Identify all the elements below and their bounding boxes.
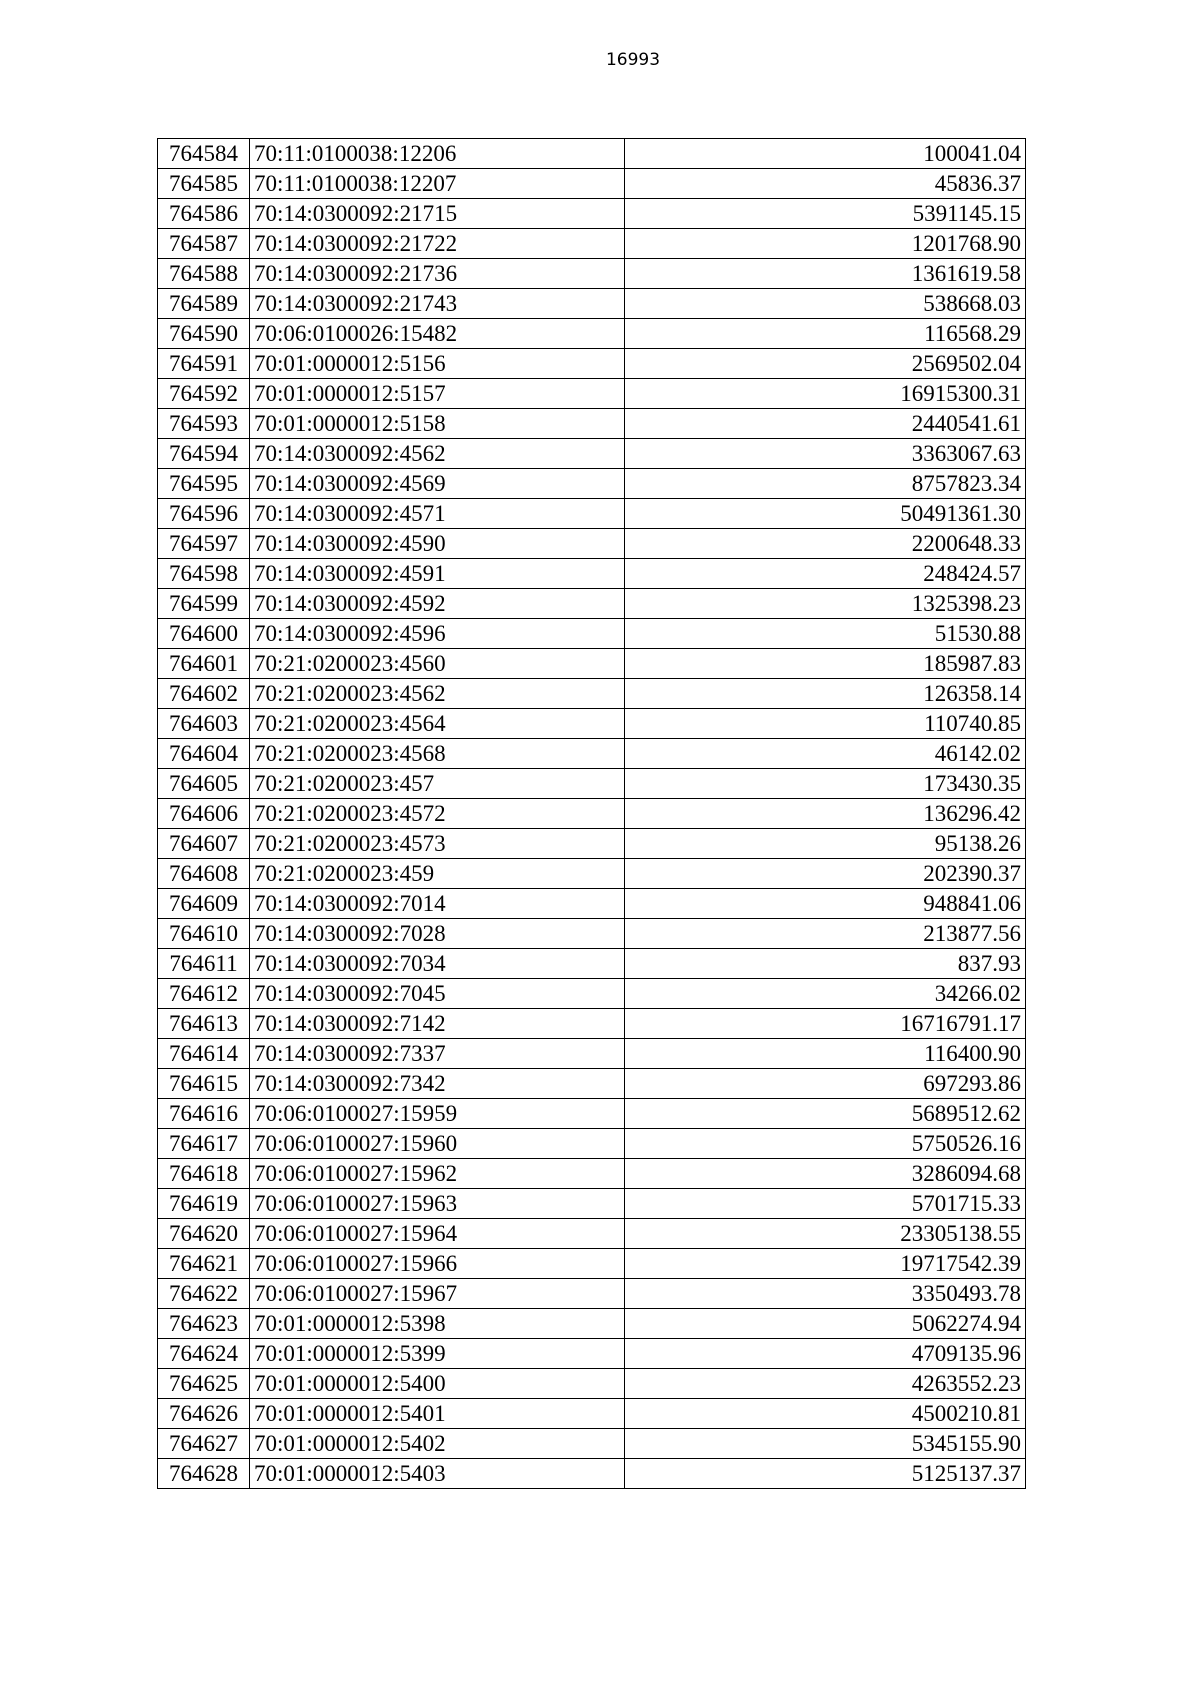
cadastral-number-cell: 70:06:0100027:15960 <box>250 1129 625 1159</box>
table-row <box>158 769 1026 799</box>
row-number-cell: 764585 <box>158 169 250 199</box>
row-number-cell: 764624 <box>158 1339 250 1369</box>
row-number-cell: 764589 <box>158 289 250 319</box>
table-row <box>158 1099 1026 1129</box>
row-number-cell: 764608 <box>158 859 250 889</box>
cadastral-number-cell: 70:14:0300092:4562 <box>250 439 625 469</box>
cadastral-number-cell: 70:14:0300092:7034 <box>250 949 625 979</box>
row-number-cell: 764618 <box>158 1159 250 1189</box>
value-cell: 5125137.37 <box>625 1459 1026 1489</box>
cadastral-number-cell: 70:14:0300092:21743 <box>250 289 625 319</box>
table-row <box>158 499 1026 529</box>
row-number-cell: 764588 <box>158 259 250 289</box>
cadastral-number-cell: 70:11:0100038:12207 <box>250 169 625 199</box>
cadastral-number-cell: 70:21:0200023:4564 <box>250 709 625 739</box>
value-cell: 45836.37 <box>625 169 1026 199</box>
table-row <box>158 619 1026 649</box>
row-number-cell: 764610 <box>158 919 250 949</box>
cadastral-number-cell: 70:01:0000012:5156 <box>250 349 625 379</box>
value-cell: 5701715.33 <box>625 1189 1026 1219</box>
cadastral-number-cell: 70:14:0300092:4590 <box>250 529 625 559</box>
value-cell: 116400.90 <box>625 1039 1026 1069</box>
value-cell: 116568.29 <box>625 319 1026 349</box>
row-number-cell: 764584 <box>158 139 250 169</box>
data-table <box>157 138 1026 1489</box>
row-number-cell: 764626 <box>158 1399 250 1429</box>
table-row <box>158 679 1026 709</box>
table-row <box>158 169 1026 199</box>
cadastral-number-cell: 70:06:0100027:15959 <box>250 1099 625 1129</box>
cadastral-number-cell: 70:14:0300092:4571 <box>250 499 625 529</box>
cadastral-number-cell: 70:06:0100027:15963 <box>250 1189 625 1219</box>
cadastral-number-cell: 70:21:0200023:4560 <box>250 649 625 679</box>
row-number-cell: 764612 <box>158 979 250 1009</box>
cadastral-number-cell: 70:21:0200023:459 <box>250 859 625 889</box>
value-cell: 100041.04 <box>625 139 1026 169</box>
row-number-cell: 764625 <box>158 1369 250 1399</box>
table-row <box>158 1429 1026 1459</box>
cadastral-number-cell: 70:11:0100038:12206 <box>250 139 625 169</box>
table-row <box>158 1039 1026 1069</box>
value-cell: 697293.86 <box>625 1069 1026 1099</box>
cadastral-number-cell: 70:14:0300092:21715 <box>250 199 625 229</box>
cadastral-number-cell: 70:06:0100027:15964 <box>250 1219 625 1249</box>
row-number-cell: 764607 <box>158 829 250 859</box>
cadastral-number-cell: 70:14:0300092:4569 <box>250 469 625 499</box>
row-number-cell: 764590 <box>158 319 250 349</box>
value-cell: 136296.42 <box>625 799 1026 829</box>
value-cell: 8757823.34 <box>625 469 1026 499</box>
row-number-cell: 764627 <box>158 1429 250 1459</box>
table-row <box>158 1129 1026 1159</box>
cadastral-number-cell: 70:14:0300092:7014 <box>250 889 625 919</box>
row-number-cell: 764606 <box>158 799 250 829</box>
value-cell: 837.93 <box>625 949 1026 979</box>
table-row <box>158 739 1026 769</box>
row-number-cell: 764619 <box>158 1189 250 1219</box>
row-number-cell: 764614 <box>158 1039 250 1069</box>
table-row <box>158 1309 1026 1339</box>
cadastral-number-cell: 70:06:0100026:15482 <box>250 319 625 349</box>
table-row <box>158 1339 1026 1369</box>
table-row <box>158 649 1026 679</box>
row-number-cell: 764591 <box>158 349 250 379</box>
cadastral-number-cell: 70:14:0300092:4591 <box>250 559 625 589</box>
row-number-cell: 764593 <box>158 409 250 439</box>
row-number-cell: 764596 <box>158 499 250 529</box>
table-row <box>158 1009 1026 1039</box>
table-row <box>158 229 1026 259</box>
value-cell: 95138.26 <box>625 829 1026 859</box>
row-number-cell: 764603 <box>158 709 250 739</box>
value-cell: 3363067.63 <box>625 439 1026 469</box>
table-row <box>158 559 1026 589</box>
cadastral-number-cell: 70:14:0300092:7045 <box>250 979 625 1009</box>
table-row <box>158 439 1026 469</box>
cadastral-number-cell: 70:14:0300092:21722 <box>250 229 625 259</box>
cadastral-number-cell: 70:06:0100027:15966 <box>250 1249 625 1279</box>
row-number-cell: 764616 <box>158 1099 250 1129</box>
table-row <box>158 409 1026 439</box>
value-cell: 3286094.68 <box>625 1159 1026 1189</box>
table-row <box>158 979 1026 1009</box>
table-row <box>158 319 1026 349</box>
row-number-cell: 764613 <box>158 1009 250 1039</box>
table-row <box>158 1279 1026 1309</box>
cadastral-number-cell: 70:21:0200023:457 <box>250 769 625 799</box>
cadastral-number-cell: 70:14:0300092:7142 <box>250 1009 625 1039</box>
row-number-cell: 764586 <box>158 199 250 229</box>
value-cell: 5391145.15 <box>625 199 1026 229</box>
table-body <box>158 139 1026 1489</box>
table-row <box>158 589 1026 619</box>
value-cell: 1201768.90 <box>625 229 1026 259</box>
row-number-cell: 764597 <box>158 529 250 559</box>
value-cell: 5345155.90 <box>625 1429 1026 1459</box>
table-row <box>158 949 1026 979</box>
value-cell: 5750526.16 <box>625 1129 1026 1159</box>
table-row <box>158 259 1026 289</box>
cadastral-number-cell: 70:01:0000012:5403 <box>250 1459 625 1489</box>
table-row <box>158 1399 1026 1429</box>
cadastral-number-cell: 70:14:0300092:7337 <box>250 1039 625 1069</box>
value-cell: 46142.02 <box>625 739 1026 769</box>
value-cell: 50491361.30 <box>625 499 1026 529</box>
table-row <box>158 289 1026 319</box>
cadastral-number-cell: 70:01:0000012:5402 <box>250 1429 625 1459</box>
table-row <box>158 859 1026 889</box>
table-row <box>158 799 1026 829</box>
row-number-cell: 764615 <box>158 1069 250 1099</box>
value-cell: 948841.06 <box>625 889 1026 919</box>
table-row <box>158 379 1026 409</box>
value-cell: 213877.56 <box>625 919 1026 949</box>
value-cell: 248424.57 <box>625 559 1026 589</box>
row-number-cell: 764594 <box>158 439 250 469</box>
cadastral-number-cell: 70:21:0200023:4562 <box>250 679 625 709</box>
table-row <box>158 1459 1026 1489</box>
value-cell: 16716791.17 <box>625 1009 1026 1039</box>
value-cell: 2569502.04 <box>625 349 1026 379</box>
cadastral-number-cell: 70:14:0300092:21736 <box>250 259 625 289</box>
cadastral-number-cell: 70:01:0000012:5399 <box>250 1339 625 1369</box>
cadastral-number-cell: 70:01:0000012:5157 <box>250 379 625 409</box>
table-row <box>158 1159 1026 1189</box>
row-number-cell: 764621 <box>158 1249 250 1279</box>
row-number-cell: 764598 <box>158 559 250 589</box>
row-number-cell: 764609 <box>158 889 250 919</box>
value-cell: 126358.14 <box>625 679 1026 709</box>
row-number-cell: 764602 <box>158 679 250 709</box>
row-number-cell: 764622 <box>158 1279 250 1309</box>
value-cell: 3350493.78 <box>625 1279 1026 1309</box>
row-number-cell: 764601 <box>158 649 250 679</box>
table-row <box>158 1249 1026 1279</box>
row-number-cell: 764595 <box>158 469 250 499</box>
value-cell: 4263552.23 <box>625 1369 1026 1399</box>
cadastral-number-cell: 70:21:0200023:4573 <box>250 829 625 859</box>
row-number-cell: 764611 <box>158 949 250 979</box>
value-cell: 16915300.31 <box>625 379 1026 409</box>
table-row <box>158 349 1026 379</box>
value-cell: 110740.85 <box>625 709 1026 739</box>
value-cell: 5062274.94 <box>625 1309 1026 1339</box>
value-cell: 202390.37 <box>625 859 1026 889</box>
cadastral-number-cell: 70:06:0100027:15962 <box>250 1159 625 1189</box>
row-number-cell: 764599 <box>158 589 250 619</box>
value-cell: 538668.03 <box>625 289 1026 319</box>
table-row <box>158 1219 1026 1249</box>
value-cell: 173430.35 <box>625 769 1026 799</box>
row-number-cell: 764628 <box>158 1459 250 1489</box>
value-cell: 2440541.61 <box>625 409 1026 439</box>
table-row <box>158 199 1026 229</box>
value-cell: 1325398.23 <box>625 589 1026 619</box>
row-number-cell: 764587 <box>158 229 250 259</box>
row-number-cell: 764617 <box>158 1129 250 1159</box>
value-cell: 185987.83 <box>625 649 1026 679</box>
table-row <box>158 919 1026 949</box>
value-cell: 4709135.96 <box>625 1339 1026 1369</box>
cadastral-number-cell: 70:06:0100027:15967 <box>250 1279 625 1309</box>
table-row <box>158 139 1026 169</box>
cadastral-number-cell: 70:01:0000012:5398 <box>250 1309 625 1339</box>
table-row <box>158 1069 1026 1099</box>
cadastral-number-cell: 70:21:0200023:4572 <box>250 799 625 829</box>
value-cell: 2200648.33 <box>625 529 1026 559</box>
value-cell: 23305138.55 <box>625 1219 1026 1249</box>
value-cell: 34266.02 <box>625 979 1026 1009</box>
value-cell: 19717542.39 <box>625 1249 1026 1279</box>
table-row <box>158 1369 1026 1399</box>
cadastral-number-cell: 70:01:0000012:5401 <box>250 1399 625 1429</box>
cadastral-number-cell: 70:14:0300092:7028 <box>250 919 625 949</box>
row-number-cell: 764592 <box>158 379 250 409</box>
value-cell: 1361619.58 <box>625 259 1026 289</box>
cadastral-number-cell: 70:01:0000012:5158 <box>250 409 625 439</box>
row-number-cell: 764600 <box>158 619 250 649</box>
table-row <box>158 889 1026 919</box>
row-number-cell: 764623 <box>158 1309 250 1339</box>
page-number: 16993 <box>605 50 661 70</box>
row-number-cell: 764604 <box>158 739 250 769</box>
cadastral-number-cell: 70:21:0200023:4568 <box>250 739 625 769</box>
table-row <box>158 1189 1026 1219</box>
value-cell: 5689512.62 <box>625 1099 1026 1129</box>
cadastral-number-cell: 70:14:0300092:4592 <box>250 589 625 619</box>
table-row <box>158 709 1026 739</box>
table-row <box>158 469 1026 499</box>
value-cell: 4500210.81 <box>625 1399 1026 1429</box>
cadastral-number-cell: 70:14:0300092:4596 <box>250 619 625 649</box>
cadastral-number-cell: 70:14:0300092:7342 <box>250 1069 625 1099</box>
table-row <box>158 829 1026 859</box>
row-number-cell: 764620 <box>158 1219 250 1249</box>
table-row <box>158 529 1026 559</box>
cadastral-number-cell: 70:01:0000012:5400 <box>250 1369 625 1399</box>
row-number-cell: 764605 <box>158 769 250 799</box>
value-cell: 51530.88 <box>625 619 1026 649</box>
